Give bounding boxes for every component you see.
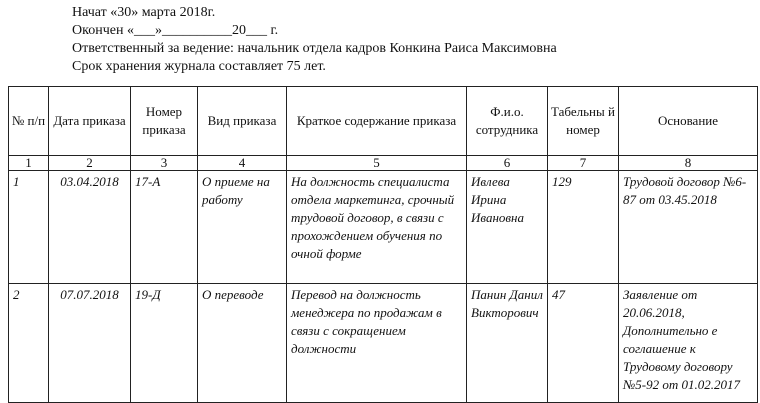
table-row: [9, 284, 758, 403]
order-date: 07.07.2018: [60, 287, 119, 302]
table-row: [9, 171, 758, 284]
column-header-order-type: Вид приказа: [198, 87, 287, 156]
responsible-person-line: Ответственный за ведение: начальник отдела кадров Конкина Раиса Максимовна: [72, 41, 557, 56]
column-number: 1: [9, 156, 49, 171]
orders-journal-table: [8, 86, 758, 403]
column-number: 5: [287, 156, 467, 171]
column-numbers-row: [9, 156, 758, 171]
tab-number: 129: [552, 174, 572, 189]
start-date-line: Начат «30» марта 2018г.: [72, 5, 216, 20]
column-header-tab-number: Табельны й номер: [548, 87, 619, 156]
order-number: 17-А: [135, 174, 161, 189]
tab-number: 47: [552, 287, 565, 302]
order-number: 19-Д: [135, 287, 161, 302]
employee-name: Ивлева Ирина Ивановна: [471, 174, 524, 225]
order-date: 03.04.2018: [60, 174, 119, 189]
order-basis: Заявление от 20.06.2018, Дополнительно е соглашение к Трудовому договору №5-92 от 01.02.2017: [623, 287, 740, 392]
column-header-basis: Основание: [619, 87, 758, 156]
order-type: О приеме на работу: [202, 174, 270, 207]
column-header-date: Дата приказа: [49, 87, 131, 156]
employee-name: Панин Данил Викторович: [471, 287, 543, 320]
column-number: 7: [548, 156, 619, 171]
retention-period-line: Срок хранения журнала составляет 75 лет.: [72, 59, 326, 74]
column-number: 6: [467, 156, 548, 171]
column-header-number: № п/п: [9, 87, 49, 156]
order-type: О переводе: [202, 287, 264, 302]
column-number: 8: [619, 156, 758, 171]
column-number: 4: [198, 156, 287, 171]
end-date-line: Окончен «___»__________20___ г.: [72, 23, 279, 38]
column-number: 2: [49, 156, 131, 171]
order-summary: На должность специалиста отдела маркетинга, срочный трудовой договор, в связи с прохождением обучения по очной форме: [291, 174, 455, 261]
row-number: 1: [13, 174, 20, 189]
column-header-order-number: Номер приказа: [131, 87, 198, 156]
table-header-row: [9, 87, 758, 156]
row-number: 2: [13, 287, 20, 302]
column-header-employee: Ф.и.о. сотрудника: [467, 87, 548, 156]
order-basis: Трудовой договор №6-87 от 03.45.2018: [623, 174, 747, 207]
column-number: 3: [131, 156, 198, 171]
column-header-summary: Краткое содержание приказа: [287, 87, 467, 156]
journal-header: [72, 4, 557, 76]
order-summary: Перевод на должность менеджера по продажам в связи с сокращением должности: [291, 287, 442, 356]
